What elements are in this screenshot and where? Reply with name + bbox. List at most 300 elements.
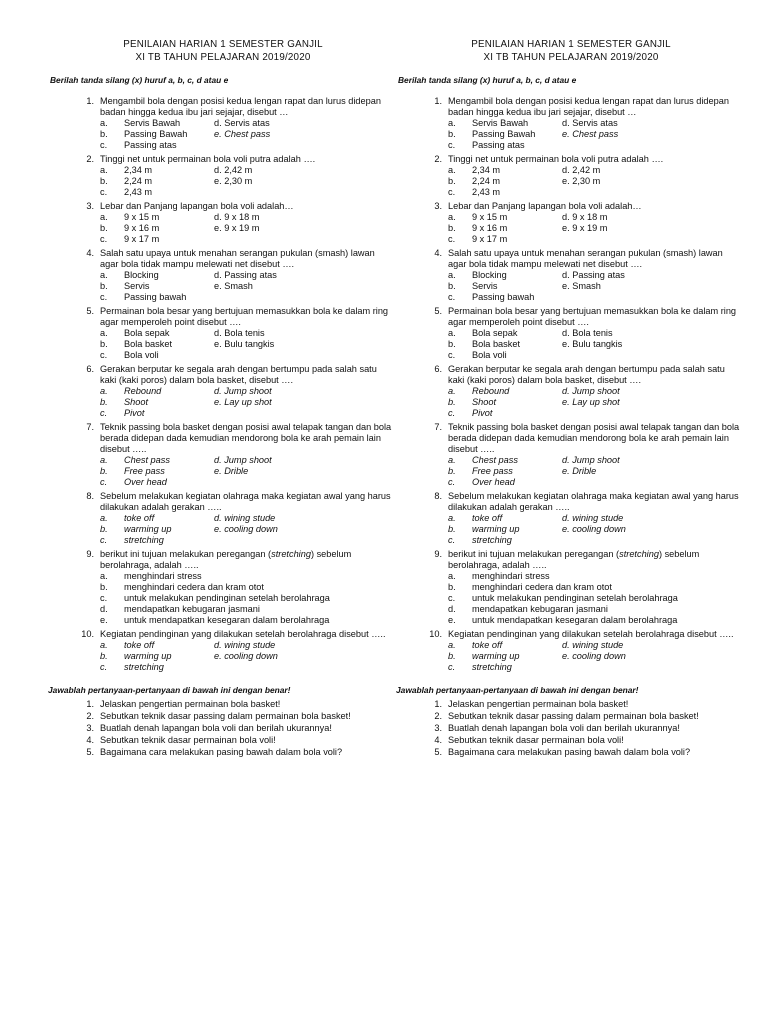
option-letter: a. xyxy=(448,165,456,175)
question-text: Salah satu upaya untuk menahan serangan pukulan (smash) lawan agar bola tidak mampu melewati net disebut …. xyxy=(448,248,723,269)
essay-item xyxy=(48,699,398,710)
option-list xyxy=(448,386,746,419)
option-row xyxy=(100,118,398,129)
option-row xyxy=(100,129,398,140)
question-number: 8. xyxy=(434,491,442,501)
exam-sheet-left xyxy=(48,38,398,758)
option-text: Blocking xyxy=(472,270,507,280)
option-letter: c. xyxy=(100,140,108,150)
option-text: Shoot xyxy=(124,397,149,407)
option-text: toke off xyxy=(124,640,155,650)
essay-text: Buatlah denah lapangan bola voli dan berilah ukurannya! xyxy=(448,723,680,733)
option-list xyxy=(100,455,398,488)
option-row xyxy=(448,187,746,198)
option-text: stretching xyxy=(124,662,164,672)
header-line-1: PENILAIAN HARIAN 1 SEMESTER GANJIL xyxy=(123,39,323,50)
option-row xyxy=(448,477,746,488)
option-row xyxy=(448,604,746,615)
option-letter: a. xyxy=(448,455,456,465)
option-text: warming up xyxy=(472,651,520,661)
option-text: d. 9 x 18 m xyxy=(214,212,260,222)
option-row xyxy=(448,223,746,234)
option-list xyxy=(100,513,398,546)
option-text: e. Drible xyxy=(214,466,249,476)
option-letter: c. xyxy=(100,187,108,197)
option-letter: c. xyxy=(448,187,456,197)
option-letter: b. xyxy=(100,176,108,186)
option-text: d. wining stude xyxy=(562,640,624,650)
option-text: untuk mendapatkan kesegaran dalam berolahraga xyxy=(472,615,678,625)
question-number: 1. xyxy=(86,96,94,106)
question-text: Teknik passing bola basket dengan posisi awal telapak tangan dan bola berada didepan dada kemudian mendorong bola ke arah pemain lain disebut ….. xyxy=(100,422,392,454)
question-item xyxy=(396,549,746,571)
option-text: e. Drible xyxy=(562,466,597,476)
header-line-2: XI TB TAHUN PELAJARAN 2019/2020 xyxy=(135,52,311,63)
option-text: 2,34 m xyxy=(124,165,153,175)
option-text: d. wining stude xyxy=(562,513,624,523)
option-row xyxy=(100,176,398,187)
option-text: 9 x 17 m xyxy=(472,234,508,244)
option-letter: b. xyxy=(100,397,108,407)
question-text: Lebar dan Panjang lapangan bola voli adalah… xyxy=(448,201,642,211)
essay-item xyxy=(48,711,398,722)
header-line-1: PENILAIAN HARIAN 1 SEMESTER GANJIL xyxy=(471,39,671,50)
option-text: Servis xyxy=(124,281,150,291)
option-text: menghindari stress xyxy=(472,571,550,581)
essay-item xyxy=(48,723,398,734)
option-row xyxy=(100,582,398,593)
option-letter: b. xyxy=(100,524,108,534)
option-row xyxy=(448,281,746,292)
question-text: Tinggi net untuk permainan bola voli putra adalah …. xyxy=(448,154,664,164)
question-text: Mengambil bola dengan posisi kedua lengan rapat dan lurus didepan badan hingga kedua ibu jari sejajar, disebut … xyxy=(448,96,729,117)
option-row xyxy=(448,513,746,524)
option-text: e. Bulu tangkis xyxy=(214,339,275,349)
question-number: 4. xyxy=(86,248,94,258)
question-number: 7. xyxy=(434,422,442,432)
essay-text: Bagaimana cara melakukan pasing bawah dalam bola voli? xyxy=(448,747,691,757)
option-text: Bola voli xyxy=(472,350,507,360)
question-item xyxy=(396,154,746,165)
option-row xyxy=(100,615,398,626)
header-line-2: XI TB TAHUN PELAJARAN 2019/2020 xyxy=(483,52,659,63)
option-letter: b. xyxy=(448,281,456,291)
essay-instruction: Jawablah pertanyaan-pertanyaan di bawah ini dengan benar! xyxy=(48,685,291,695)
option-text: e. 9 x 19 m xyxy=(562,223,608,233)
option-text: stretching xyxy=(472,662,512,672)
question-item xyxy=(48,549,398,571)
option-row xyxy=(100,292,398,303)
option-text: Passing bawah xyxy=(472,292,535,302)
exam-sheet-right xyxy=(396,38,746,758)
question-item xyxy=(48,491,398,513)
option-text: Shoot xyxy=(472,397,497,407)
essay-item xyxy=(48,735,398,746)
essay-number: 5. xyxy=(86,747,94,757)
question-number: 1. xyxy=(434,96,442,106)
option-text: 9 x 15 m xyxy=(472,212,508,222)
essay-number: 4. xyxy=(434,735,442,745)
option-text: warming up xyxy=(472,524,520,534)
option-letter: b. xyxy=(100,582,108,592)
option-list xyxy=(448,513,746,546)
option-letter: c. xyxy=(100,477,108,487)
option-list xyxy=(100,165,398,198)
question-number: 2. xyxy=(86,154,94,164)
option-row xyxy=(448,408,746,419)
option-row xyxy=(448,571,746,582)
option-letter: b. xyxy=(100,466,108,476)
option-list xyxy=(100,640,398,673)
option-letter: c. xyxy=(448,477,456,487)
option-text: Bola basket xyxy=(124,339,173,349)
option-letter: b. xyxy=(448,176,456,186)
option-text: Passing Bawah xyxy=(472,129,536,139)
option-row xyxy=(100,535,398,546)
option-row xyxy=(100,455,398,466)
option-letter: c. xyxy=(448,292,456,302)
option-text: d. 2,42 m xyxy=(214,165,253,175)
option-letter: b. xyxy=(448,582,456,592)
option-list xyxy=(448,212,746,245)
question-number: 3. xyxy=(86,201,94,211)
option-row xyxy=(448,582,746,593)
option-text: menghindari stress xyxy=(124,571,202,581)
option-letter: b. xyxy=(100,129,108,139)
exam-header xyxy=(396,38,746,64)
option-row xyxy=(448,651,746,662)
option-text: menghindari cedera dan kram otot xyxy=(472,582,612,592)
question-text: Permainan bola besar yang bertujuan memasukkan bola ke dalam ring agar memperoleh point disebut …. xyxy=(100,306,389,327)
option-letter: a. xyxy=(100,386,108,396)
essay-text: Buatlah denah lapangan bola voli dan berilah ukurannya! xyxy=(100,723,332,733)
option-row xyxy=(100,397,398,408)
option-text: d. 2,42 m xyxy=(562,165,601,175)
question-number: 4. xyxy=(434,248,442,258)
option-text: toke off xyxy=(124,513,155,523)
option-text: Pivot xyxy=(124,408,145,418)
option-list xyxy=(448,118,746,151)
question-item xyxy=(396,364,746,386)
option-text: 2,43 m xyxy=(472,187,501,197)
option-letter: a. xyxy=(100,118,108,128)
question-number: 6. xyxy=(86,364,94,374)
question-item xyxy=(48,364,398,386)
option-letter: c. xyxy=(448,408,456,418)
question-number: 10. xyxy=(429,629,442,639)
option-text: Servis xyxy=(472,281,498,291)
question-number: 8. xyxy=(86,491,94,501)
option-row xyxy=(448,140,746,151)
option-text: mendapatkan kebugaran jasmani xyxy=(472,604,608,614)
option-letter: a. xyxy=(100,212,108,222)
option-list xyxy=(448,270,746,303)
option-letter: c. xyxy=(100,593,108,603)
mc-instruction: Berilah tanda silang (x) huruf a, b, c, d atau e xyxy=(398,75,577,85)
option-text: e. cooling down xyxy=(214,651,278,661)
option-text: d. wining stude xyxy=(214,513,276,523)
question-item xyxy=(396,201,746,212)
option-letter: b. xyxy=(448,339,456,349)
option-row xyxy=(448,662,746,673)
essay-text: Bagaimana cara melakukan pasing bawah dalam bola voli? xyxy=(100,747,343,757)
question-number: 9. xyxy=(434,549,442,559)
question-number: 5. xyxy=(86,306,94,316)
option-row xyxy=(448,397,746,408)
option-row xyxy=(448,328,746,339)
option-letter: a. xyxy=(448,640,456,650)
option-text: warming up xyxy=(124,651,172,661)
essay-item xyxy=(396,711,746,722)
option-row xyxy=(100,270,398,281)
essay-number: 5. xyxy=(434,747,442,757)
question-text: Tinggi net untuk permainan bola voli putra adalah …. xyxy=(100,154,316,164)
option-row xyxy=(100,524,398,535)
question-number: 6. xyxy=(434,364,442,374)
option-text: d. 9 x 18 m xyxy=(562,212,608,222)
option-letter: c. xyxy=(448,350,456,360)
option-row xyxy=(100,187,398,198)
option-row xyxy=(100,339,398,350)
option-letter: a. xyxy=(448,118,456,128)
option-text: warming up xyxy=(124,524,172,534)
option-letter: c. xyxy=(448,140,456,150)
option-list xyxy=(448,328,746,361)
option-text: 2,24 m xyxy=(124,176,153,186)
option-text: Passing atas xyxy=(124,140,177,150)
option-letter: b. xyxy=(448,466,456,476)
option-letter: a. xyxy=(448,571,456,581)
question-number: 7. xyxy=(86,422,94,432)
option-text: 9 x 16 m xyxy=(124,223,160,233)
option-letter: e. xyxy=(448,615,456,625)
question-item xyxy=(48,629,398,640)
option-text: d. Passing atas xyxy=(214,270,277,280)
option-text: Blocking xyxy=(124,270,159,280)
essay-item xyxy=(396,699,746,710)
option-text: toke off xyxy=(472,640,503,650)
option-text: Pivot xyxy=(472,408,493,418)
option-row xyxy=(448,234,746,245)
option-row xyxy=(448,593,746,604)
question-text: Sebelum melakukan kegiatan olahraga maka kegiatan awal yang harus dilakukan adalah gerakan ….. xyxy=(448,491,739,512)
option-text: d. Servis atas xyxy=(214,118,270,128)
question-text: Salah satu upaya untuk menahan serangan pukulan (smash) lawan agar bola tidak mampu melewati net disebut …. xyxy=(100,248,375,269)
question-item xyxy=(396,306,746,328)
option-text: e. cooling down xyxy=(562,524,626,534)
option-row xyxy=(448,455,746,466)
option-text: e. Chest pass xyxy=(562,129,619,139)
option-row xyxy=(448,118,746,129)
option-row xyxy=(100,386,398,397)
option-text: menghindari cedera dan kram otot xyxy=(124,582,264,592)
option-list xyxy=(448,640,746,673)
option-text: Servis Bawah xyxy=(472,118,529,128)
option-row xyxy=(448,129,746,140)
essay-item xyxy=(48,747,398,758)
option-text: d. Bola tenis xyxy=(562,328,613,338)
option-text: stretching xyxy=(472,535,512,545)
option-text: Free pass xyxy=(124,466,165,476)
option-row xyxy=(448,212,746,223)
essay-text: Jelaskan pengertian permainan bola basket! xyxy=(448,699,629,709)
option-row xyxy=(448,176,746,187)
option-letter: c. xyxy=(448,593,456,603)
option-letter: b. xyxy=(448,524,456,534)
option-text: Free pass xyxy=(472,466,513,476)
essay-number: 4. xyxy=(86,735,94,745)
option-letter: a. xyxy=(448,270,456,280)
option-list xyxy=(100,328,398,361)
option-list xyxy=(100,270,398,303)
option-row xyxy=(100,571,398,582)
question-text: Kegiatan pendinginan yang dilakukan setelah berolahraga disebut ….. xyxy=(448,629,734,639)
option-row xyxy=(448,615,746,626)
option-text: Over head xyxy=(472,477,515,487)
option-text: d. wining stude xyxy=(214,640,276,650)
question-text: Lebar dan Panjang lapangan bola voli adalah… xyxy=(100,201,294,211)
option-text: Passing atas xyxy=(472,140,525,150)
option-row xyxy=(100,223,398,234)
option-text: 9 x 17 m xyxy=(124,234,160,244)
question-item xyxy=(396,491,746,513)
exam-header xyxy=(48,38,398,64)
option-letter: b. xyxy=(448,223,456,233)
option-text: e. Smash xyxy=(562,281,601,291)
option-text: d. Bola tenis xyxy=(214,328,265,338)
option-letter: b. xyxy=(448,397,456,407)
question-number: 3. xyxy=(434,201,442,211)
question-item xyxy=(48,201,398,212)
option-letter: a. xyxy=(448,328,456,338)
essay-instruction: Jawablah pertanyaan-pertanyaan di bawah ini dengan benar! xyxy=(396,685,639,695)
essay-number: 3. xyxy=(434,723,442,733)
option-letter: b. xyxy=(100,651,108,661)
option-row xyxy=(448,535,746,546)
essay-number: 2. xyxy=(434,711,442,721)
question-item xyxy=(396,96,746,118)
option-row xyxy=(448,165,746,176)
option-letter: a. xyxy=(448,212,456,222)
option-row xyxy=(448,466,746,477)
option-text: untuk melakukan pendinginan setelah berolahraga xyxy=(472,593,678,603)
option-text: Chest pass xyxy=(472,455,518,465)
option-list xyxy=(448,571,746,626)
question-item xyxy=(48,248,398,270)
option-text: e. cooling down xyxy=(562,651,626,661)
option-text: Rebound xyxy=(124,386,162,396)
essay-number: 1. xyxy=(86,699,94,709)
option-row xyxy=(100,350,398,361)
option-list xyxy=(100,386,398,419)
option-text: Passing bawah xyxy=(124,292,187,302)
option-text: 9 x 15 m xyxy=(124,212,160,222)
essay-text: Sebutkan teknik dasar passing dalam permainan bola basket! xyxy=(448,711,699,721)
question-item xyxy=(396,629,746,640)
option-row xyxy=(100,466,398,477)
option-text: Servis Bawah xyxy=(124,118,181,128)
option-text: 9 x 16 m xyxy=(472,223,508,233)
option-text: d. Jump shoot xyxy=(214,455,272,465)
essay-text: Sebutkan teknik dasar permainan bola voli! xyxy=(448,735,624,745)
question-text: Sebelum melakukan kegiatan olahraga maka kegiatan awal yang harus dilakukan adalah gerakan ….. xyxy=(100,491,391,512)
question-item xyxy=(48,96,398,118)
option-list xyxy=(100,571,398,626)
question-text: Permainan bola besar yang bertujuan memasukkan bola ke dalam ring agar memperoleh point disebut …. xyxy=(448,306,737,327)
option-letter: c. xyxy=(448,662,456,672)
option-letter: b. xyxy=(100,281,108,291)
question-text: Gerakan berputar ke segala arah dengan bertumpu pada salah satu kaki (kaki poros) dalam bola basket, disebut …. xyxy=(100,364,377,385)
option-text: Chest pass xyxy=(124,455,170,465)
option-letter: b. xyxy=(448,129,456,139)
essay-item xyxy=(396,747,746,758)
option-letter: c. xyxy=(100,234,108,244)
option-text: Bola voli xyxy=(124,350,159,360)
option-list xyxy=(100,212,398,245)
question-text: berikut ini tujuan melakukan peregangan (stretching) sebelum berolahraga, adalah ….. xyxy=(100,549,352,570)
essay-list xyxy=(396,699,746,758)
option-row xyxy=(100,140,398,151)
option-text: 2,24 m xyxy=(472,176,501,186)
option-text: d. Servis atas xyxy=(562,118,618,128)
option-text: d. Jump shoot xyxy=(214,386,272,396)
option-text: toke off xyxy=(472,513,503,523)
option-letter: a. xyxy=(448,386,456,396)
option-list xyxy=(448,165,746,198)
essay-text: Sebutkan teknik dasar permainan bola voli! xyxy=(100,735,276,745)
option-text: e. Lay up shot xyxy=(214,397,272,407)
option-row xyxy=(100,513,398,524)
option-row xyxy=(100,165,398,176)
option-text: d. Jump shoot xyxy=(562,386,620,396)
option-letter: a. xyxy=(100,270,108,280)
option-list xyxy=(100,118,398,151)
option-letter: b. xyxy=(100,223,108,233)
option-row xyxy=(448,292,746,303)
option-letter: c. xyxy=(100,535,108,545)
option-letter: c. xyxy=(100,292,108,302)
option-letter: d. xyxy=(100,604,108,614)
option-letter: c. xyxy=(100,408,108,418)
option-text: d. Passing atas xyxy=(562,270,625,280)
question-number: 2. xyxy=(434,154,442,164)
option-row xyxy=(100,651,398,662)
option-row xyxy=(448,524,746,535)
option-row xyxy=(100,408,398,419)
option-text: d. Jump shoot xyxy=(562,455,620,465)
option-letter: e. xyxy=(100,615,108,625)
option-text: e. 2,30 m xyxy=(562,176,601,186)
option-row xyxy=(100,593,398,604)
option-text: 2,43 m xyxy=(124,187,153,197)
option-text: Over head xyxy=(124,477,167,487)
option-text: e. 9 x 19 m xyxy=(214,223,260,233)
option-text: e. 2,30 m xyxy=(214,176,253,186)
option-letter: c. xyxy=(100,350,108,360)
essay-number: 2. xyxy=(86,711,94,721)
option-letter: a. xyxy=(100,640,108,650)
essay-number: 3. xyxy=(86,723,94,733)
option-letter: c. xyxy=(448,535,456,545)
question-item xyxy=(48,306,398,328)
question-item xyxy=(396,422,746,455)
question-text: Gerakan berputar ke segala arah dengan bertumpu pada salah satu kaki (kaki poros) dalam bola basket, disebut …. xyxy=(448,364,725,385)
option-row xyxy=(100,212,398,223)
option-row xyxy=(448,339,746,350)
essay-text: Sebutkan teknik dasar passing dalam permainan bola basket! xyxy=(100,711,351,721)
option-letter: a. xyxy=(100,571,108,581)
essay-list xyxy=(48,699,398,758)
